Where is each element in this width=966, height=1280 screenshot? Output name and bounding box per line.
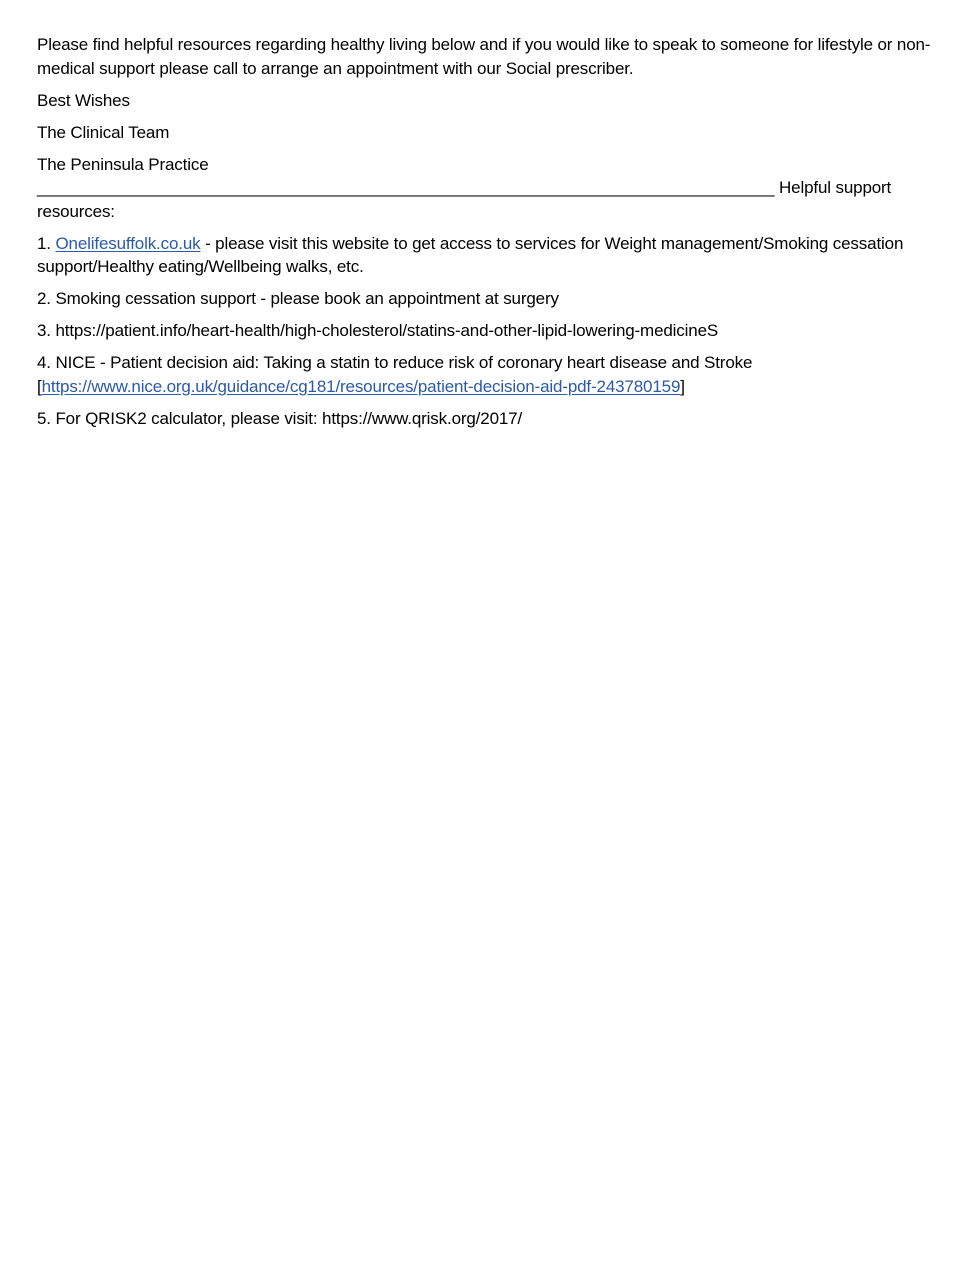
document-page	[37, 33, 937, 439]
resource-item-1	[37, 232, 937, 279]
signoff-greeting: Best Wishes	[37, 90, 130, 110]
resource-item-2: 2. Smoking cessation support - please book an appointment at surgery	[37, 289, 559, 308]
divider-line: ______________________________________________________________________________	[37, 178, 775, 197]
resource-1-description: - please visit this website to get access to services for Weight management/Smoking cessation support/Healthy eating/Wellbeing walks, etc.	[37, 233, 904, 276]
resources-heading: Helpful support resources:	[37, 178, 892, 221]
resource-1-number: 1.	[37, 233, 56, 253]
onelifesuffolk-link[interactable]: Onelifesuffolk.co.uk	[55, 233, 201, 253]
intro-paragraph: Please find helpful resources regarding healthy living below and if you would like to speak to someone for lifestyle or non-medical support please call to arrange an appointment with our Social prescriber.	[37, 35, 931, 78]
signoff-team: The Clinical Team	[37, 122, 170, 142]
resource-item-4	[37, 351, 937, 398]
resource-item-3: 3. https://patient.info/heart-health/high-cholesterol/statins-and-other-lipid-lowering-medicineS	[37, 321, 719, 340]
resource-4-close-bracket: ]	[680, 376, 685, 396]
resource-item-5: 5. For QRISK2 calculator, please visit: https://www.qrisk.org/2017/	[37, 408, 523, 428]
nice-decision-aid-link[interactable]: https://www.nice.org.uk/guidance/cg181/resources/patient-decision-aid-pdf-243780159	[41, 376, 681, 396]
resources-heading-paragraph	[37, 176, 937, 223]
signoff-practice: The Peninsula Practice	[37, 154, 209, 174]
resource-4-description: 4. NICE - Patient decision aid: Taking a statin to reduce risk of coronary heart disease and Stroke	[37, 353, 753, 372]
resource-4-open-bracket: [	[37, 376, 42, 396]
